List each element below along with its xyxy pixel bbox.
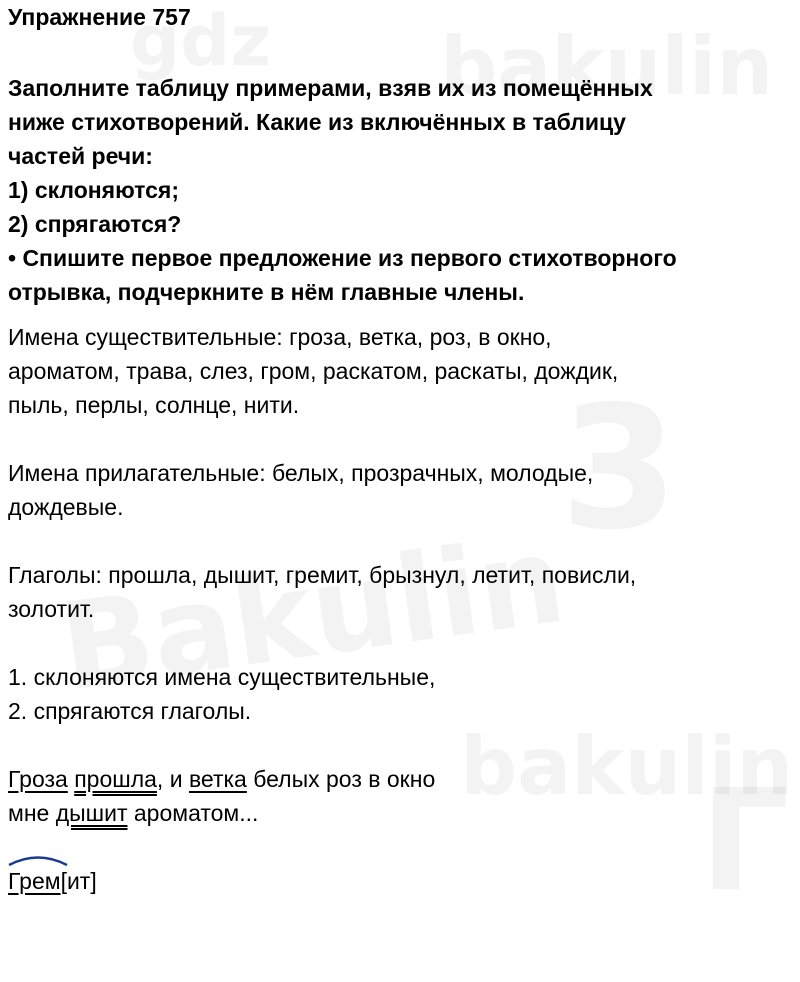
predicate-word: прошла [74,766,157,792]
document-body [8,0,798,898]
exercise-title: Упражнение 757 [8,4,191,30]
verbs-line: Глаголы: прошла, дышит, гремит, брызнул, летит, повисли, [8,562,637,588]
root-marked-word [8,864,61,898]
task-line: частей речи: [8,143,153,169]
sentence-text: , и [156,766,189,792]
adjectives-line: дождевые. [8,494,124,520]
sentence-line-1 [8,762,798,796]
conclusions-paragraph [8,660,798,728]
nouns-paragraph [8,320,798,422]
sentence-line-2 [8,796,798,830]
verbs-line: золотит. [8,596,95,622]
task-line: ниже стихотворений. Какие из включённых в таблицу [8,109,626,135]
sentence-text: мне [8,800,56,826]
word-ending: [ит] [60,868,97,894]
task-line: отрывка, подчеркните в нём главные члены. [8,279,525,305]
parsed-sentence [8,762,798,830]
subject-word: ветка [188,766,247,792]
nouns-line: Имена существительные: гроза, ветка, роз, в окно, [8,324,552,350]
sentence-text: ароматом... [127,800,259,826]
task-line: • Спишите первое предложение из первого стихотворного [8,245,677,271]
verbs-paragraph [8,558,798,626]
nouns-line: пыль, перлы, солнце, нити. [8,392,300,418]
task-line: 1) склоняются; [8,177,179,203]
root-word-stem: Грем [8,868,61,894]
conclusion-line: 1. склоняются имена существительные, [8,664,436,690]
answer-text [8,320,798,898]
predicate-word: дышит [55,800,128,826]
sentence-text: белых роз в окно [246,766,436,792]
conclusion-line: 2. спрягаются глаголы. [8,698,252,724]
root-arc-icon [6,852,70,868]
task-text [8,71,798,309]
morpheme-analysis [8,864,798,898]
adjectives-line: Имена прилагательные: белых, прозрачных, молодые, [8,460,594,486]
adjectives-paragraph [8,456,798,524]
task-line: Заполните таблицу примерами, взяв их из помещённых [8,75,653,101]
task-line: 2) спрягаются? [8,211,182,237]
subject-word: Гроза [8,766,68,792]
nouns-line: ароматом, трава, слез, гром, раскатом, раскаты, дождик, [8,358,619,384]
